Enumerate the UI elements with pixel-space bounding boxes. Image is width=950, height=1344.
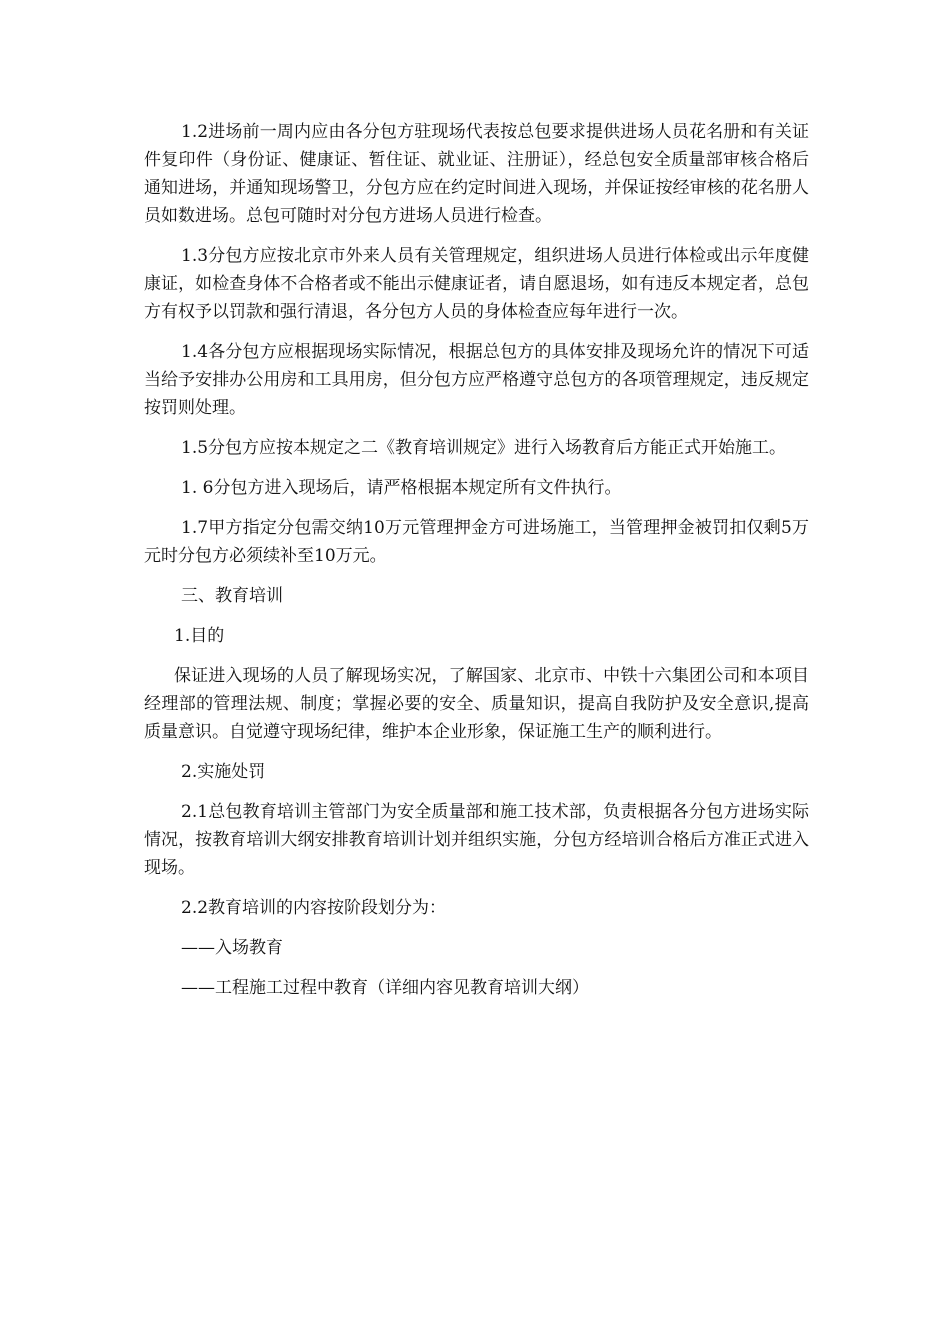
list-item-process-education: ——工程施工过程中教育（详细内容见教育培训大纲）	[181, 978, 589, 998]
paragraph-1-3: 1.3分包方应按北京市外来人员有关管理规定，组织进场人员进行体检或出示年度健康证，如检查身体不合格者或不能出示健康证者，请自愿退场，如有违反本规定者，总包方有权予以罚款和强行清退，各分包方人员的身体检查应每年进行一次。	[144, 246, 809, 322]
paragraph-1-4: 1.4各分包方应根据现场实际情况，根据总包方的具体安排及现场允许的情况下可适当给予安排办公用房和工具用房，但分包方应严格遵守总包方的各项管理规定，违反规定按罚则处理。	[144, 342, 809, 418]
subheading-purpose: 1.目的	[174, 626, 225, 646]
paragraph-1-7: 1.7甲方指定分包需交纳10万元管理押金方可进场施工，当管理押金被罚扣仅剩5万元时分包方必须续补至10万元。	[144, 518, 809, 566]
paragraph-1-5: 1.5分包方应按本规定之二《教育培训规定》进行入场教育后方能正式开始施工。	[181, 438, 787, 458]
paragraph-2-2: 2.2教育培训的内容按阶段划分为：	[181, 898, 447, 918]
section-heading-education-training: 三、教育培训	[181, 586, 283, 606]
subheading-implementation: 2.实施处罚	[181, 762, 266, 782]
paragraph-2-1: 2.1总包教育培训主管部门为安全质量部和施工技术部，负责根据各分包方进场实际情况，按教育培训大纲安排教育培训计划并组织实施，分包方经培训合格后方准正式进入现场。	[144, 802, 809, 878]
paragraph-1-6: 1. 6分包方进入现场后，请严格根据本规定所有文件执行。	[181, 478, 622, 498]
paragraph-purpose: 保证进入现场的人员了解现场实况，了解国家、北京市、中铁十六集团公司和本项目经理部的管理法规、制度；掌握必要的安全、质量知识，提高自我防护及安全意识,提高质量意识。自觉遵守现场纪律，维护本企业形象，保证施工生产的顺利进行。	[144, 666, 809, 742]
document-page	[144, 118, 809, 1014]
paragraph-1-2: 1.2进场前一周内应由各分包方驻现场代表按总包要求提供进场人员花名册和有关证件复印件（身份证、健康证、暂住证、就业证、注册证），经总包安全质量部审核合格后通知进场，并通知现场警卫，分包方应在约定时间进入现场，并保证按经审核的花名册人员如数进场。总包可随时对分包方进场人员进行检查。	[144, 122, 809, 226]
list-item-entry-education: ——入场教育	[181, 938, 283, 958]
